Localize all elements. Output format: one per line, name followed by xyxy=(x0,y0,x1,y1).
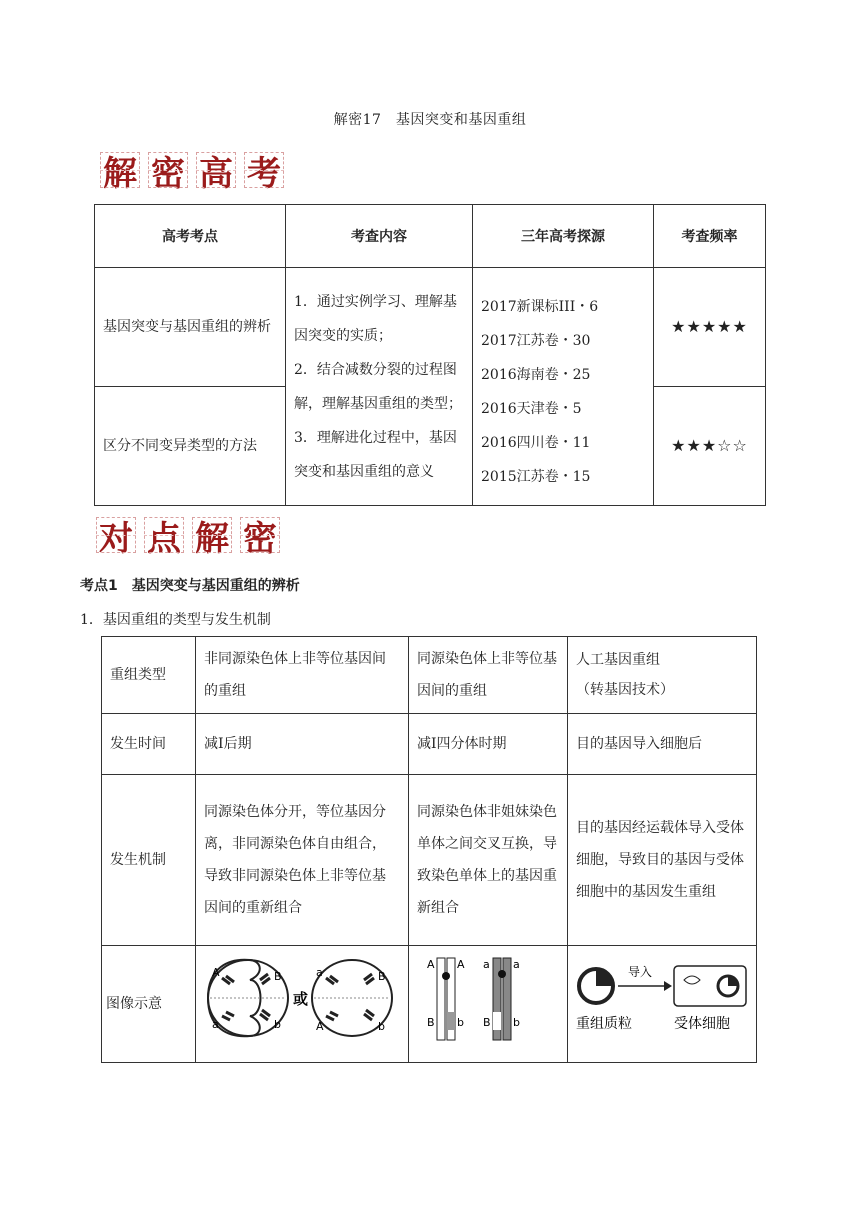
allele-label: A xyxy=(456,958,465,971)
table-row xyxy=(102,637,757,714)
table-cell: 目的基因经运载体导入受体细胞，导致目的基因与受体细胞中的基因发生重组 xyxy=(568,775,757,946)
allele-label: A xyxy=(426,958,435,971)
source-item: 2016四川卷・11 xyxy=(481,434,591,451)
source-item: 2016海南卷・25 xyxy=(481,366,591,383)
banner-char: 高 xyxy=(194,150,238,190)
diagram-cell xyxy=(408,946,567,1063)
frequency-stars: ★★★★★ xyxy=(654,268,766,387)
plasmid-label: 重组质粒 xyxy=(576,1016,632,1032)
banner-char: 考 xyxy=(242,150,286,190)
table-cell: 减Ⅰ后期 xyxy=(196,714,409,775)
allele-label: B xyxy=(482,1016,491,1029)
table-cell xyxy=(568,637,757,714)
section-title: 考点1 基因突变与基因重组的辨析 xyxy=(80,578,300,594)
banner-duidian-jiemi xyxy=(94,515,282,559)
page-title: 解密17 基因突变和基因重组 xyxy=(333,112,527,128)
banner-char: 对 xyxy=(94,515,138,555)
table-cell: 减Ⅰ四分体时期 xyxy=(408,714,567,775)
banner-char: 解 xyxy=(98,150,142,190)
diagram-cell xyxy=(568,946,757,1063)
banner-char: 密 xyxy=(238,515,282,555)
point-cell: 基因突变与基因重组的辨析 xyxy=(95,268,286,387)
table-row xyxy=(102,714,757,775)
table-row xyxy=(102,775,757,946)
allele-label: A xyxy=(212,966,220,979)
or-label: 或 xyxy=(293,990,309,1008)
source-item: 2017新课标III・6 xyxy=(481,298,599,315)
allele-label: B xyxy=(426,1016,435,1029)
content-item: 2．结合减数分裂的过程图解，理解基因重组的类型； xyxy=(294,361,462,412)
table-row xyxy=(95,268,766,387)
allele-label: b xyxy=(378,1020,386,1033)
source-item: 2017江苏卷・30 xyxy=(481,332,591,349)
cell-diagram xyxy=(208,960,288,1036)
table-cell: 非同源染色体上非等位基因间的重组 xyxy=(196,637,409,714)
frequency-stars: ★★★☆☆ xyxy=(654,387,766,506)
table-row xyxy=(102,946,757,1063)
allele-label: B xyxy=(274,970,282,983)
table-cell: 同源染色体非姐妹染色单体之间交叉互换，导致染色单体上的基因重新组合 xyxy=(408,775,567,946)
transgenic-diagram xyxy=(572,950,752,1046)
diagram-cell xyxy=(196,946,409,1063)
meiosis-anaphase-diagram xyxy=(200,950,400,1046)
sources-cell xyxy=(473,268,654,506)
allele-label: a xyxy=(212,1018,219,1031)
allele-label: A xyxy=(316,1020,324,1033)
allele-label: B xyxy=(378,970,386,983)
recipient-label: 受体细胞 xyxy=(674,1016,730,1032)
banner-char: 点 xyxy=(142,515,186,555)
table-cell: 同源染色体上非等位基因间的重组 xyxy=(408,637,567,714)
table-header-row xyxy=(95,205,766,268)
row-label: 重组类型 xyxy=(102,637,196,714)
banner-jiemi-gaokao xyxy=(98,150,286,194)
header-cell: 三年高考探源 xyxy=(473,205,654,268)
header-cell: 考查内容 xyxy=(286,205,473,268)
recombination-table xyxy=(101,636,757,1063)
source-item: 2016天津卷・5 xyxy=(481,400,582,417)
cell-line: 人工基因重组 xyxy=(576,652,660,668)
overview-table xyxy=(94,204,766,506)
header-cell: 考查频率 xyxy=(654,205,766,268)
allele-label: b xyxy=(456,1016,464,1029)
content-item: 3．理解进化过程中，基因突变和基因重组的意义 xyxy=(294,429,457,480)
row-label: 发生时间 xyxy=(102,714,196,775)
content-cell xyxy=(286,268,473,506)
table-cell: 同源染色体分开，等位基因分离，非同源染色体自由组合，导致非同源染色体上非等位基因间的重新组合 xyxy=(196,775,409,946)
cell-line: （转基因技术） xyxy=(576,682,674,698)
point-cell: 区分不同变异类型的方法 xyxy=(95,387,286,506)
row-label: 发生机制 xyxy=(102,775,196,946)
cell-diagram xyxy=(312,960,392,1036)
allele-label: b xyxy=(274,1018,282,1031)
table-cell: 目的基因导入细胞后 xyxy=(568,714,757,775)
crossing-over-diagram xyxy=(413,950,563,1046)
import-label: 导入 xyxy=(628,965,653,979)
allele-label: b xyxy=(512,1016,520,1029)
allele-label: a xyxy=(316,966,323,979)
allele-label: a xyxy=(512,958,520,971)
allele-label: a xyxy=(482,958,490,971)
content-item: 1．通过实例学习、理解基因突变的实质； xyxy=(294,293,457,344)
banner-char: 密 xyxy=(146,150,190,190)
source-item: 2015江苏卷・15 xyxy=(481,468,591,485)
row-label: 图像示意 xyxy=(102,946,196,1063)
banner-char: 解 xyxy=(190,515,234,555)
header-cell: 高考考点 xyxy=(95,205,286,268)
subheading: 1．基因重组的类型与发生机制 xyxy=(80,612,271,628)
